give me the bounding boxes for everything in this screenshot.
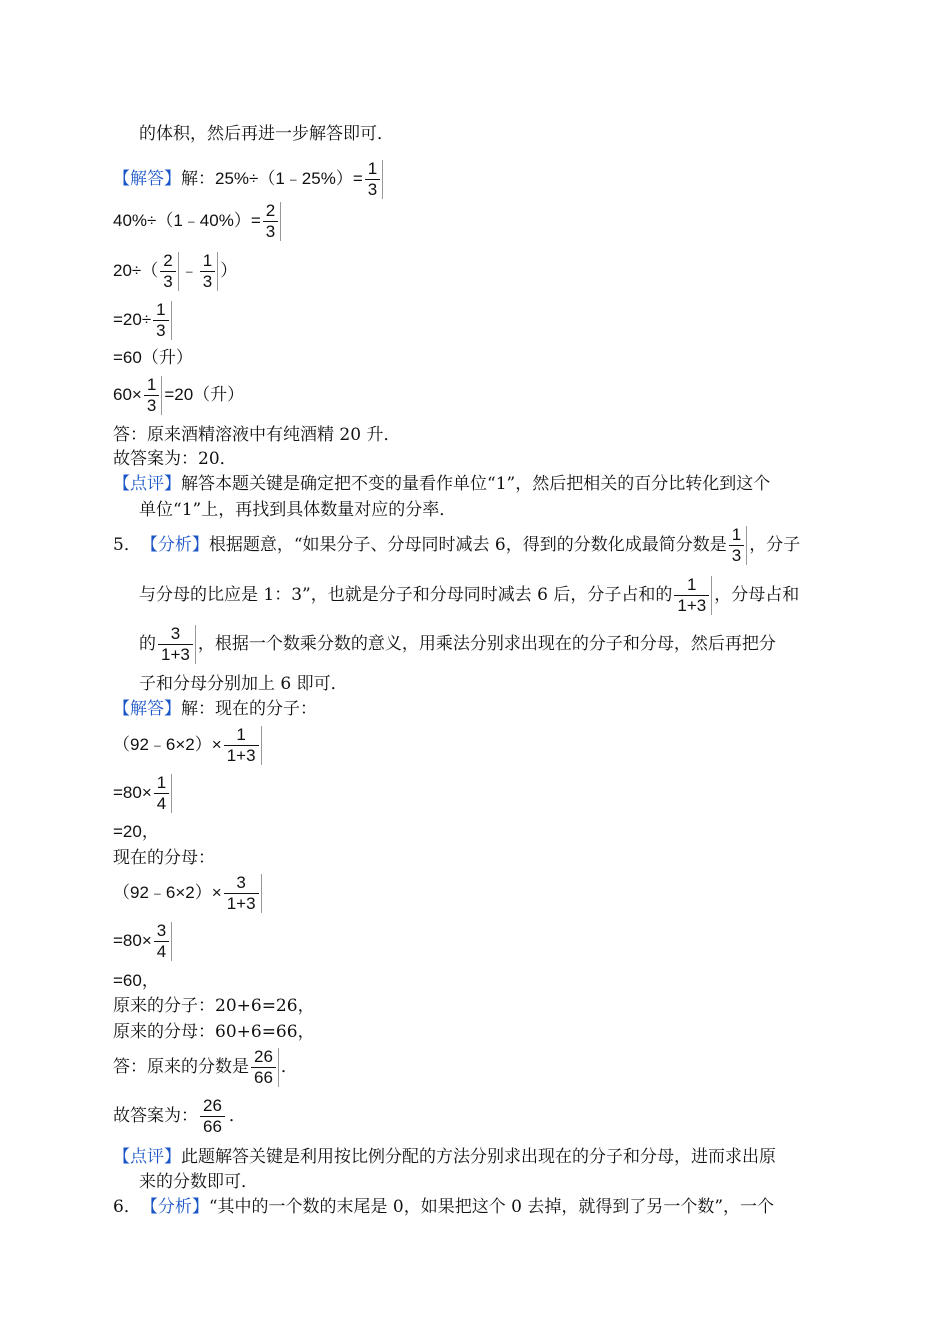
review-tag: 【点评】	[113, 474, 181, 494]
p5-review-line-2: 来的分数即可．	[139, 1172, 258, 1192]
problem-number: 6．	[113, 1197, 141, 1217]
p4-solution-line-6: 60× $\frac{1}{3}$ =20（升）	[113, 375, 245, 415]
analysis-tag: 【分析】	[140, 535, 209, 556]
p5-solution-line-9: 原来的分母：60+6=66，	[113, 1022, 315, 1042]
p5-solution-head: 【解答】 解：现在的分子：	[113, 699, 317, 719]
p5-analysis-line-3: 的 $\frac{3}{1+3}$ ，根据一个数乘分数的意义，用乘法分别求出现在的分子和分母，然后再把分	[139, 624, 776, 664]
p4-final-answer: 故答案为：20．	[113, 449, 237, 469]
p5-solution-line-7: =60，	[113, 971, 159, 990]
p5-review-line-1: 【点评】 此题解答关键是利用按比例分配的方法分别求出现在的分子和分母，进而求出原	[113, 1147, 776, 1167]
p4-review-line-1: 【点评】 解答本题关键是确定把不变的量看作单位“1”，然后把相关的百分比转化到这个	[113, 474, 771, 494]
p5-analysis-line-1: 5． 【分析】 根据题意，“如果分子、分母同时减去 6，得到的分数化成最简分数是 $\frac{1}{3}$ ，分子	[113, 525, 801, 565]
p6-analysis-line-1: 6． 【分析】 “其中的一个数的末尾是 0，如果把这个 0 去掉，就得到了另一个数”，一个	[113, 1197, 775, 1217]
solution-tag: 【解答】	[113, 699, 181, 719]
p5-solution-line-8: 原来的分子：20+6=26，	[113, 996, 315, 1016]
p5-answer: 答：原来的分数是 $\frac{26}{66}$ ．	[113, 1047, 298, 1087]
fraction: $\frac{1}{3}$	[153, 301, 171, 340]
p4-solution-line-1: 【解答】 解： 25%÷（1﹣25%）= $\frac{1}{3}$	[113, 160, 385, 199]
p5-solution-line-2: =80× $\frac{1}{4}$	[113, 774, 174, 813]
analysis-tag: 【分析】	[140, 1197, 209, 1217]
fraction: $\frac{1}{3}$	[200, 252, 218, 291]
p5-analysis-line-4: 子和分母分别加上 6 即可．	[139, 674, 348, 694]
fraction: $\frac{1}{3}$	[144, 376, 162, 415]
fraction: $\frac{3}{4}$	[154, 922, 172, 961]
fraction: $\frac{1}{3}$	[729, 526, 747, 565]
p4-solution-line-5: =60（升）	[113, 348, 193, 367]
fraction: $\frac{2}{3}$	[263, 202, 281, 241]
fraction: $\frac{2}{3}$	[160, 252, 178, 291]
p4-analysis-tail: 的体积，然后再进一步解答即可．	[139, 124, 394, 144]
p5-solution-line-1: （92﹣6×2）× $\frac{1}{1+3}$	[113, 726, 264, 765]
fraction: $\frac{26}{66}$	[251, 1048, 279, 1087]
p5-solution-line-4: 现在的分母：	[113, 848, 215, 868]
fraction: $\frac{1}{4}$	[154, 774, 172, 813]
fraction: $\frac{1}{1+3}$	[674, 576, 712, 615]
p4-answer: 答：原来酒精溶液中有纯酒精 20 升．	[113, 425, 401, 445]
p4-review-line-2: 单位“1”上，再找到具体数量对应的分率．	[139, 500, 457, 520]
fraction: $\frac{26}{66}$	[200, 1097, 227, 1136]
p5-final-answer: 故答案为： $\frac{26}{66}$ ．	[113, 1096, 246, 1136]
fraction: $\frac{1}{1+3}$	[224, 726, 262, 765]
p5-solution-line-5: （92﹣6×2）× $\frac{3}{1+3}$	[113, 874, 264, 913]
p4-solution-line-3: 20÷（ $\frac{2}{3}$ ﹣ $\frac{1}{3}$ ）	[113, 251, 238, 291]
p4-solution-line-2: 40%÷（1﹣40%）= $\frac{2}{3}$	[113, 202, 283, 241]
fraction: $\frac{3}{1+3}$	[224, 874, 262, 913]
review-tag: 【点评】	[113, 1147, 181, 1167]
p4-solution-line-4: =20÷ $\frac{1}{3}$	[113, 301, 174, 340]
p5-solution-line-6: =80× $\frac{3}{4}$	[113, 922, 174, 961]
solution-tag: 【解答】	[113, 169, 181, 190]
problem-number: 5．	[113, 535, 141, 556]
fraction: $\frac{3}{1+3}$	[158, 625, 196, 664]
fraction: $\frac{1}{3}$	[365, 160, 383, 199]
p5-analysis-line-2: 与分母的比应是 1：3”，也就是分子和分母同时减去 6 后，分子占和的 $\frac{1}{1+3}$ ，分母占和	[139, 575, 800, 615]
p5-solution-line-3: =20，	[113, 822, 159, 841]
